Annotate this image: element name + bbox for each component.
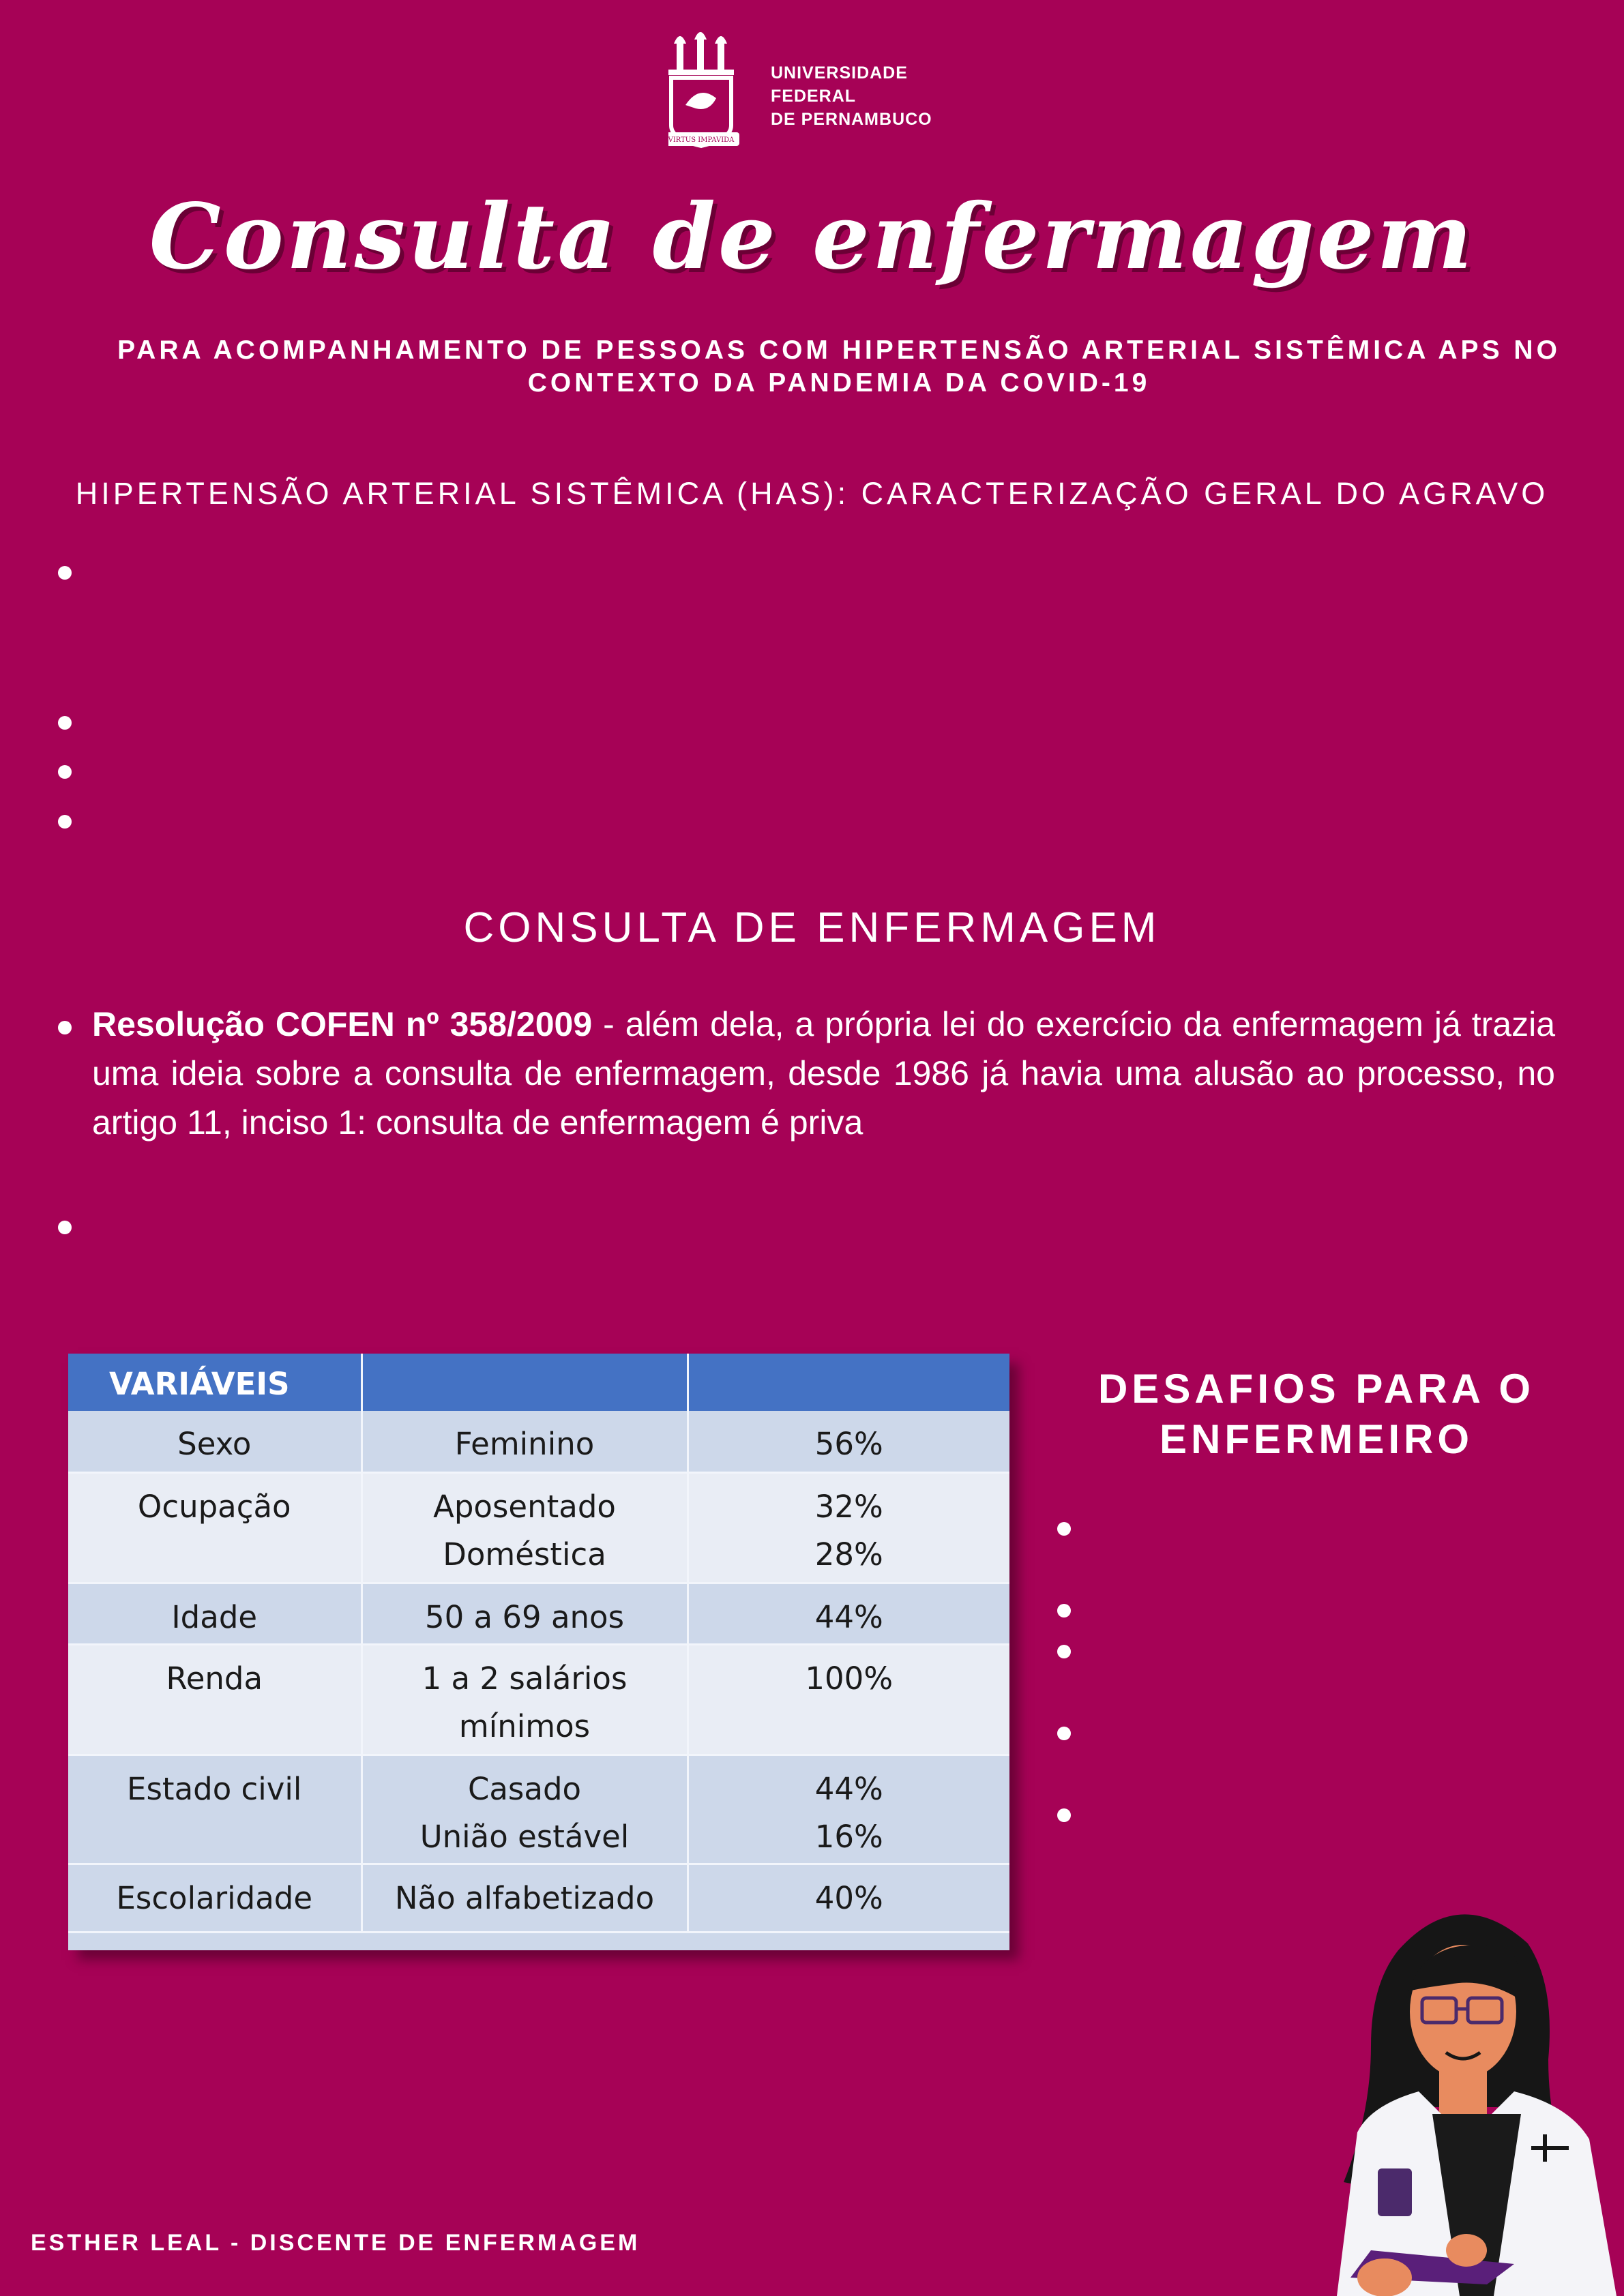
table-cell: Ocupação [68,1472,361,1583]
table-cell: 40% [688,1864,1009,1932]
table-cell-line: mínimos [458,1708,591,1744]
table-cell-line: 1 a 2 salários [422,1660,628,1697]
table-cell [688,1472,1009,1583]
desafios-line2: ENFERMEIRO [1159,1416,1474,1462]
logo-motto: VIRTUS IMPAVIDA [668,136,735,144]
table-row [68,1644,1009,1755]
table-cell: Renda [68,1644,361,1755]
table-cell: Não alfabetizado [361,1864,688,1932]
table-cell: Sexo [68,1411,361,1472]
table-cell-line: Aposentado [433,1488,616,1525]
table-cell [688,1755,1009,1864]
table-cell: Idade [68,1583,361,1644]
logo-line3: DE PERNAMBUCO [771,110,932,129]
bullet-point [1057,1645,1071,1658]
section-heading-consulta: CONSULTA DE ENFERMAGEM [463,904,1161,951]
subtitle-line1: PARA ACOMPANHAMENTO DE PESSOAS COM HIPERTENSÃO ARTERIAL SISTÊMICA APS NO [117,336,1561,365]
table-row [68,1755,1009,1864]
table-cell [361,1755,688,1864]
bullet-point [58,815,72,829]
table-cell: 50 a 69 anos [361,1583,688,1644]
table-cell-line: União estável [419,1818,630,1855]
table-cell: 56% [688,1411,1009,1472]
table-cell: Escolaridade [68,1864,361,1932]
desafios-heading [1064,1364,1569,1465]
nurse-illustration [1296,1896,1624,2296]
table-cell [361,1644,688,1755]
resolucao-text: - além dela, a própria lei do exercício da enfermagem já trazia uma ideia sobre a consulta de enfermagem, desde 1986 já havia uma alusão ao processo, no artigo 11, inciso 1: consulta de enfermagem é priva [92,1005,1555,1142]
logo-text [771,61,932,131]
section-heading-has: HIPERTENSÃO ARTERIAL SISTÊMICA (HAS): CARACTERIZAÇÃO GERAL DO AGRAVO [75,476,1549,511]
page-title: Consulta de enfermagem [149,184,1475,290]
table-cell-line: 16% [814,1818,883,1855]
table-cell: Estado civil [68,1755,361,1864]
subtitle-line2: CONTEXTO DA PANDEMIA DA COVID-19 [527,368,1151,398]
table-cell [361,1472,688,1583]
table-cell-line: 32% [814,1488,883,1525]
table-cell: Feminino [361,1411,688,1472]
table-row [68,1472,1009,1583]
logo-line2: FEDERAL [771,87,857,106]
table-cell: 100% [688,1644,1009,1755]
table-cell-line: Doméstica [443,1536,606,1572]
footer-author: ESTHER LEAL - DISCENTE DE ENFERMAGEM [31,2230,640,2256]
table-row [68,1411,1009,1472]
bullet-point [58,1021,72,1034]
table-row [68,1864,1009,1932]
bullet-point [58,716,72,730]
table-header-empty [688,1354,1009,1411]
table-cell-line: Casado [467,1770,582,1807]
table-header-empty [361,1354,688,1411]
table-cell-line: 44% [814,1770,883,1807]
resolucao-paragraph [92,1000,1555,1147]
desafios-line1: DESAFIOS PARA O [1097,1366,1535,1412]
bullet-point [1057,1727,1071,1740]
variables-table [68,1354,1009,1950]
bullet-point [58,1221,72,1234]
subtitle [102,334,1576,400]
bullet-point [1057,1604,1071,1617]
bullet-point [58,566,72,580]
table-cell-line: 28% [814,1536,883,1572]
bullet-point [1057,1522,1071,1536]
bullet-point [58,765,72,779]
table-header-variaveis: VARIÁVEIS [68,1354,361,1411]
table-row [68,1583,1009,1644]
logo-line1: UNIVERSIDADE [771,63,908,83]
bullet-point [1057,1808,1071,1822]
resolucao-bold: Resolução COFEN nº 358/2009 [92,1005,593,1043]
table-cell: 44% [688,1583,1009,1644]
